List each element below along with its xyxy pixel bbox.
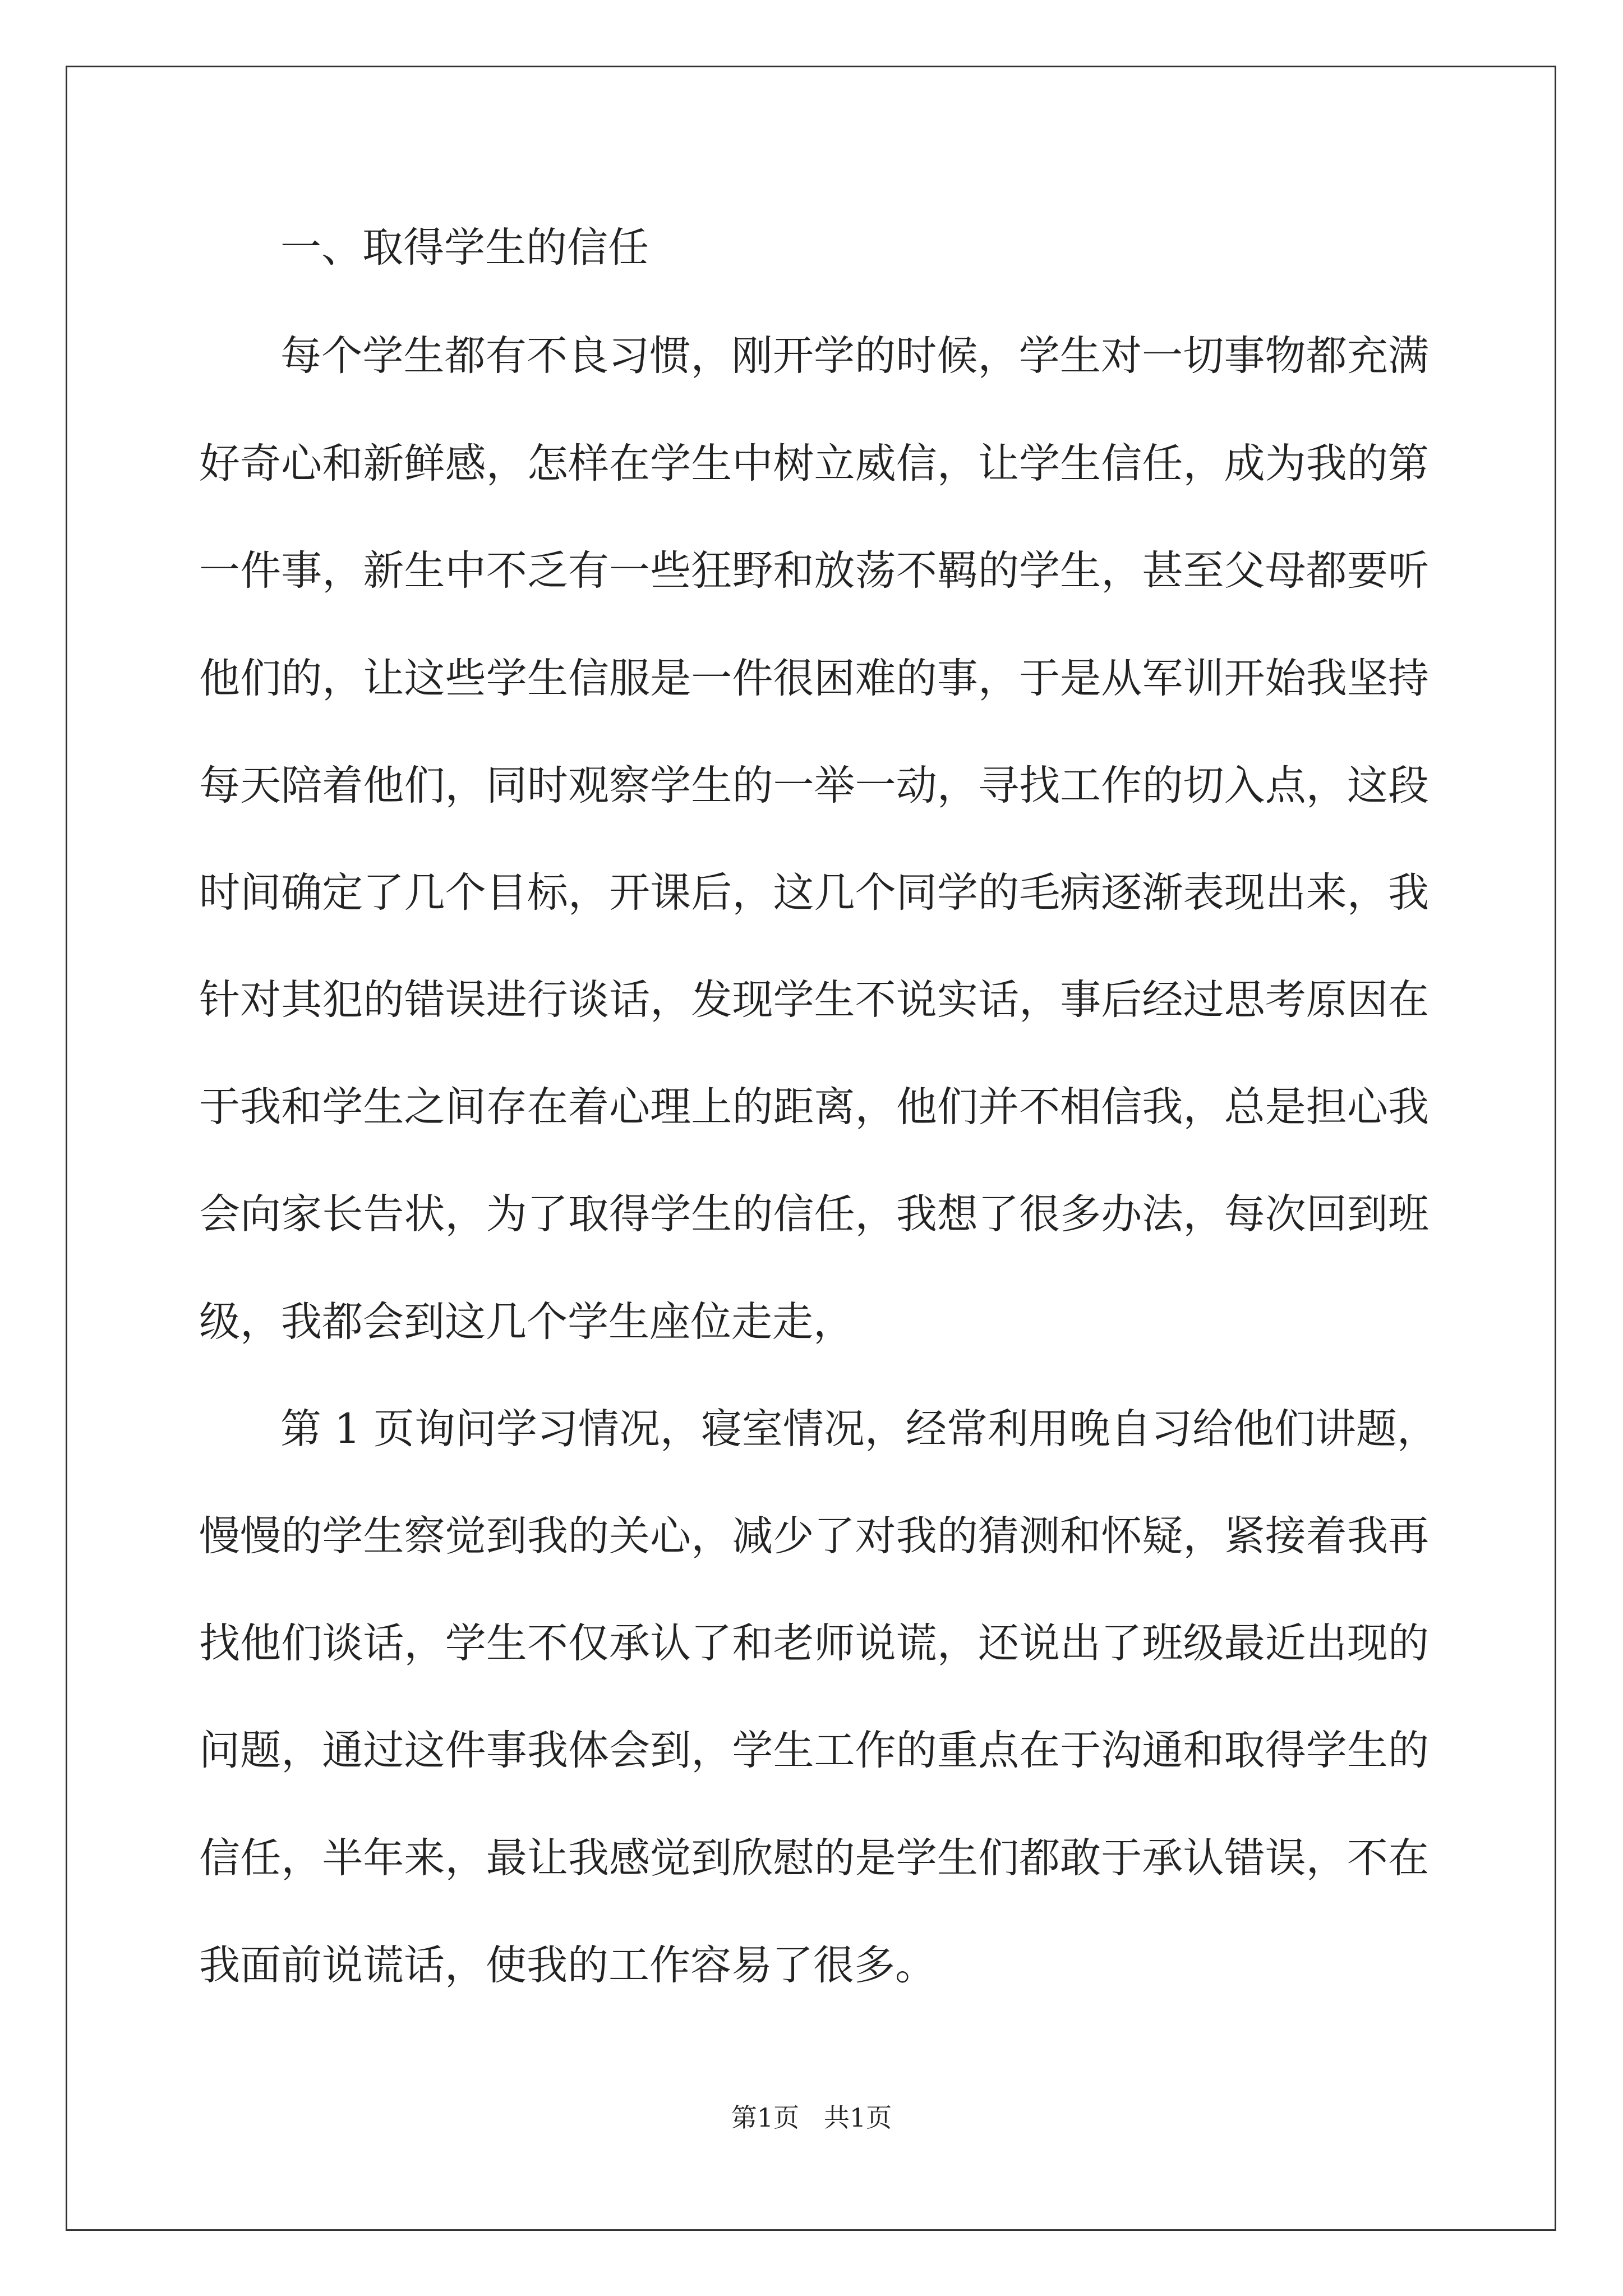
- paragraph-line: 我面前说谎话，使我的工作容易了很多。: [199, 1941, 936, 1989]
- paragraph-line: 于我和学生之间存在着心理上的距离，他们并不相信我，总是担心我: [199, 1083, 1429, 1131]
- paragraph-line: 问题，通过这件事我体会到，学生工作的重点在于沟通和取得学生的: [199, 1727, 1429, 1774]
- paragraph-line: 针对其犯的错误进行谈话，发现学生不说实话，事后经过思考原因在: [199, 976, 1429, 1024]
- paragraph-line: 一件事，新生中不乏有一些狂野和放荡不羁的学生，甚至父母都要听: [199, 547, 1429, 595]
- paragraph-line: 每天陪着他们，同时观察学生的一举一动，寻找工作的切入点，这段: [199, 762, 1429, 809]
- paragraph-line: 第 1 页询问学习情况，寝室情况，经常利用晚自习给他们讲题，: [280, 1405, 1438, 1453]
- paragraph-line: 每个学生都有不良习惯，刚开学的时候，学生对一切事物都充满: [280, 332, 1429, 380]
- page-border: [66, 66, 1556, 2231]
- paragraph-line: 找他们谈话，学生不仅承认了和老师说谎，还说出了班级最近出现的: [199, 1619, 1429, 1667]
- page-footer: 第1页 共1页: [731, 2102, 892, 2133]
- paragraph-line: 好奇心和新鲜感，怎样在学生中树立威信，让学生信任，成为我的第: [199, 440, 1429, 487]
- paragraph-line: 会向家长告状，为了取得学生的信任，我想了很多办法，每次回到班: [199, 1190, 1429, 1238]
- paragraph-line: 信任，半年来，最让我感觉到欣慰的是学生们都敢于承认错误，不在: [199, 1834, 1429, 1882]
- section-heading: 一、取得学生的信任: [280, 224, 649, 272]
- paragraph-line: 他们的，让这些学生信服是一件很困难的事，于是从军训开始我坚持: [199, 655, 1429, 702]
- paragraph-line: 级，我都会到这几个学生座位走走，: [199, 1298, 854, 1346]
- paragraph-line: 时间确定了几个目标，开课后，这几个同学的毛病逐渐表现出来，我: [199, 869, 1429, 917]
- paragraph-line: 慢慢的学生察觉到我的关心，减少了对我的猜测和怀疑，紧接着我再: [199, 1512, 1429, 1560]
